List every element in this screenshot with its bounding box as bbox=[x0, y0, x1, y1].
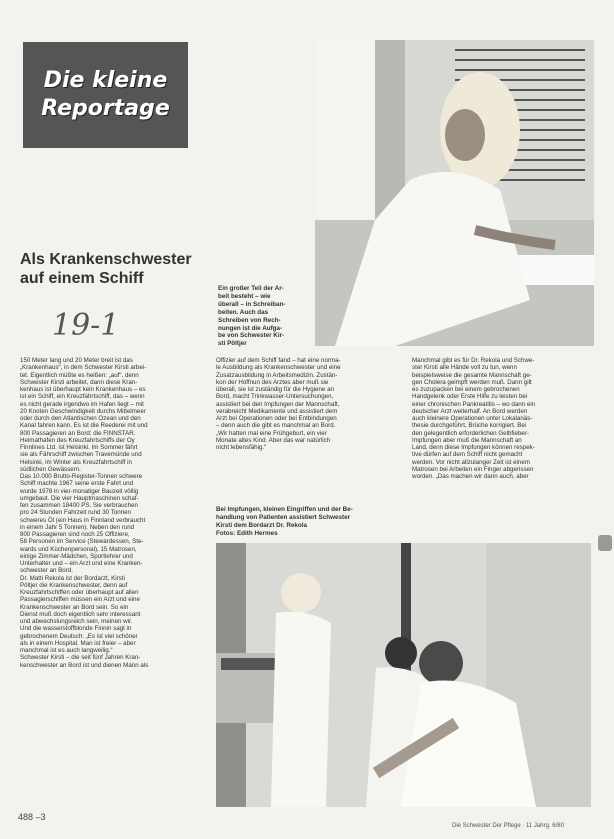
caption-line: Fotos: Edith Hermes bbox=[216, 529, 278, 537]
text-line: und abwechslungsreich sein, meinen wir. bbox=[20, 618, 133, 625]
caption-bottom bbox=[216, 506, 406, 538]
text-line: le Ausbildung als Krankenschwester und eine bbox=[216, 364, 341, 372]
caption-line: überall – in Schreiban- bbox=[218, 300, 286, 308]
title-line-2: Reportage bbox=[41, 96, 170, 121]
text-line: gebrochenem Deutsch: „Es ist viel schöner bbox=[20, 632, 138, 640]
text-line: als in einem Hospital. Man ist freier – aber bbox=[20, 639, 136, 647]
text-line: Land, denn diese Impfungen können respek- bbox=[412, 444, 535, 451]
text-line: verabreicht Medikamente und assistiert dem bbox=[216, 407, 338, 415]
caption-line: nungen ist die Aufga- bbox=[218, 324, 283, 332]
article-column-3 bbox=[412, 357, 595, 480]
text-line: deutscher Arzt weiterhalf. An Bord werden bbox=[412, 407, 528, 415]
text-line: tet. Eigentlich müßte es heißen: „auf“, denn bbox=[20, 371, 139, 379]
text-line: 800 Passagieren sind noch 25 Offiziere, bbox=[20, 531, 130, 538]
headline-line-1: Als Krankenschwester bbox=[20, 251, 192, 268]
text-line: kenschwester an Bord ist und dienen Mann als bbox=[20, 661, 149, 669]
page-number: 488 –3 bbox=[18, 812, 46, 822]
text-line: „Krankenhaus“, in dem Schwester Kirsti arbei- bbox=[20, 364, 147, 372]
text-line: oder durch den Atlantischen Ozean und den bbox=[20, 415, 141, 422]
text-line: pro 24 Stunden Fahrzeit rund 30 Tonnen bbox=[20, 509, 131, 517]
text-line: 58 Personen im Service (Stewardessen, Ste- bbox=[20, 538, 144, 546]
caption-line: Bei Impfungen, kleinen Eingriffen und der Be- bbox=[216, 506, 353, 513]
text-line: Pöltjer die Krankenschwester, denn auf bbox=[20, 581, 128, 589]
caption-line: handlung von Patienten assistiert Schwester bbox=[216, 513, 351, 521]
text-line: Monate altes Kind. Aber das war natürlich bbox=[216, 436, 331, 444]
text-line: Manchmal gibt es für Dr. Rekola und Schwe- bbox=[412, 357, 535, 364]
text-line: assistiert bei den Impfungen der Mannschaft, bbox=[216, 400, 340, 408]
text-line: südlichen Gewässern. bbox=[20, 465, 81, 473]
text-line: fen zusammen 18400 PS. Sie verbrauchen bbox=[20, 502, 138, 509]
text-line: 20 Knoten Geschwindigkeit durchs Mittelmeer bbox=[20, 407, 146, 415]
text-line: Matrosen bei Arbeiten ein Finger abgerissen bbox=[412, 465, 534, 473]
text-line: Offizier auf dem Schiff fand – hat eine norma- bbox=[216, 357, 341, 364]
title-box bbox=[23, 42, 188, 148]
headline-line-2: auf einem Schiff bbox=[20, 270, 144, 287]
text-line: wurde 1978 in vier-monatiger Bauzeit völlig bbox=[20, 487, 139, 495]
text-line: Finnlines Ltd. ist Helsinki. Im Sommer fährt bbox=[20, 444, 138, 451]
text-line: Dr. Matti Rekola ist der Bordarzt, Kirsti bbox=[20, 574, 125, 582]
photo-nurse-assisting bbox=[216, 543, 591, 807]
text-line: 800 Passagieren an Bord: die FINNSTAR. bbox=[20, 429, 136, 437]
text-line: Passagierschiffen müssen ein Arzt und eine bbox=[20, 596, 140, 604]
text-line: schwester an Bord. bbox=[20, 567, 73, 575]
text-line: Impfungen aber muß die Mannschaft an bbox=[412, 436, 522, 444]
text-line: kon der Hoffnun des Arztes aber muß sie bbox=[216, 378, 329, 386]
caption-line: be von Schwester Kir- bbox=[218, 332, 285, 340]
text-line: den gelegentlich erforderlichen Gelbfieber- bbox=[412, 429, 529, 437]
text-line: – denn auch die gibt es manchmal an Bord. bbox=[216, 422, 336, 430]
text-line: Dienst muß doch eigentlich sehr interessant bbox=[20, 610, 141, 618]
text-line: manchmal ist es auch langweilig.“ bbox=[20, 647, 113, 654]
caption-line: beiten. Auch das bbox=[218, 308, 269, 316]
text-line: Das 10.000 Brutto-Register-Tonnen schwere bbox=[20, 473, 143, 480]
text-line: Unterhalter und – ein Arzt und eine Kranken- bbox=[20, 560, 143, 567]
text-line: einige Zimmer-Mädchen, Sportlehrer und bbox=[20, 552, 133, 560]
text-line: Arzt bei Operationen oder bei Entbindungen bbox=[216, 415, 337, 422]
text-line: „Wir hatten mal eine Frühgeburt, ein vier bbox=[216, 429, 327, 437]
text-line: Bord, macht Trinkwasser-Untersuchungen, bbox=[216, 393, 334, 401]
caption-line: Kirsti dem Bordarzt Dr. Rekola bbox=[216, 521, 307, 529]
text-line: sie als Fährschiff zwischen Travemünde und bbox=[20, 451, 142, 459]
text-line: werden. Vor nicht allzulanger Zeit ist einem bbox=[412, 458, 530, 466]
title-line-1: Die kleine bbox=[43, 68, 168, 93]
caption-line: Ein großer Teil der Ar- bbox=[218, 285, 284, 292]
text-line: tive dürfen auf dem Schiff nicht gemacht bbox=[412, 451, 523, 459]
text-line: Und die wasserstoffblonde Finnin sagt in bbox=[20, 625, 132, 633]
text-line: kenhaus ist überhaupt kein Krankenhaus – es bbox=[20, 386, 146, 393]
text-line: Helsinki, im Winter als Kreuzfahrtschiff in bbox=[20, 458, 132, 466]
publication-footer: Die Schwester Der Pflege · 11 Jahrg. 6/80 bbox=[452, 823, 564, 829]
page-edge-tab bbox=[598, 535, 612, 551]
text-line: einer chronischen Pankreatitis – wo dann ein bbox=[412, 400, 536, 408]
text-line: Kanal fahren kann. Es ist die Reederei mit und bbox=[20, 422, 148, 430]
text-line: beispielsweise die gesamte Mannschaft ge- bbox=[412, 371, 532, 379]
text-line: es nicht gerade irgendwo im Hafen liegt – mit bbox=[20, 400, 144, 408]
text-line: umgebaut. Die vier Hauptmaschinen schaf- bbox=[20, 494, 139, 502]
text-line: ist ein Schiff, ein Kreuzfahrtschiff, das – wenn bbox=[20, 393, 145, 401]
text-line: Schiff machte 1967 seine erste Fahrt und bbox=[20, 480, 134, 488]
text-line: Schwester Kirsti – die seit fünf Jahren Kran- bbox=[20, 654, 141, 662]
text-line: es zuzupacken bei einem gebrochenen bbox=[412, 386, 520, 393]
text-line: worden. „Das machen wir dann auch, aber bbox=[412, 473, 529, 480]
text-line: schweres Öl (ein Haus in Finnland verbraucht bbox=[20, 516, 146, 524]
handwritten-note: 19-1 bbox=[52, 308, 120, 343]
text-line: gen Cholera geimpft werden muß. Dann gilt bbox=[412, 378, 532, 386]
text-line: Handgelenk oder Erste Hilfe zu leisten bei bbox=[412, 393, 528, 401]
article-column-2 bbox=[216, 357, 404, 451]
text-line: 150 Meter lang und 20 Meter breit ist das bbox=[20, 357, 133, 364]
caption-line: beit besteht – wie bbox=[218, 292, 271, 300]
text-line: in einem Jahr 5 Tonnen). Neben den rund bbox=[20, 523, 135, 531]
article-column-1 bbox=[20, 357, 208, 669]
text-line: Schwester Kirsti arbeitet, dann diese Kran- bbox=[20, 378, 138, 386]
text-line: auch kleinere Operationen unter Lokalanäs- bbox=[412, 415, 533, 422]
text-line: ster Kirsti alle Hände voll zu tun, wenn bbox=[412, 364, 517, 372]
text-line: Kreuzfahrtschiffen oder überhaupt auf allen bbox=[20, 589, 139, 596]
text-line: überall, sie ist zuständig für die Hygiene an bbox=[216, 386, 334, 393]
caption-line: sti Pöltjer bbox=[218, 340, 247, 348]
text-line: thesie durchgeführt, Brüche korrigiert. Bei bbox=[412, 422, 527, 430]
text-line: wards und Küchenpersonal), 15 Matrosen, bbox=[20, 545, 137, 553]
caption-top bbox=[218, 285, 310, 348]
photo-nurse-writing bbox=[315, 40, 594, 346]
text-line: Zusatzausbildung in Arbeitsmedizin. Zustän- bbox=[216, 371, 338, 379]
text-line: Heimathafen des Kreuzfahrtschiffs der Oy bbox=[20, 436, 135, 444]
caption-line: Schreiben von Rech- bbox=[218, 316, 281, 324]
text-line: nicht lebensfähig.“ bbox=[216, 444, 267, 451]
headline bbox=[20, 250, 210, 288]
text-line: Krankenschwester an Bord sein. So ein bbox=[20, 603, 129, 611]
